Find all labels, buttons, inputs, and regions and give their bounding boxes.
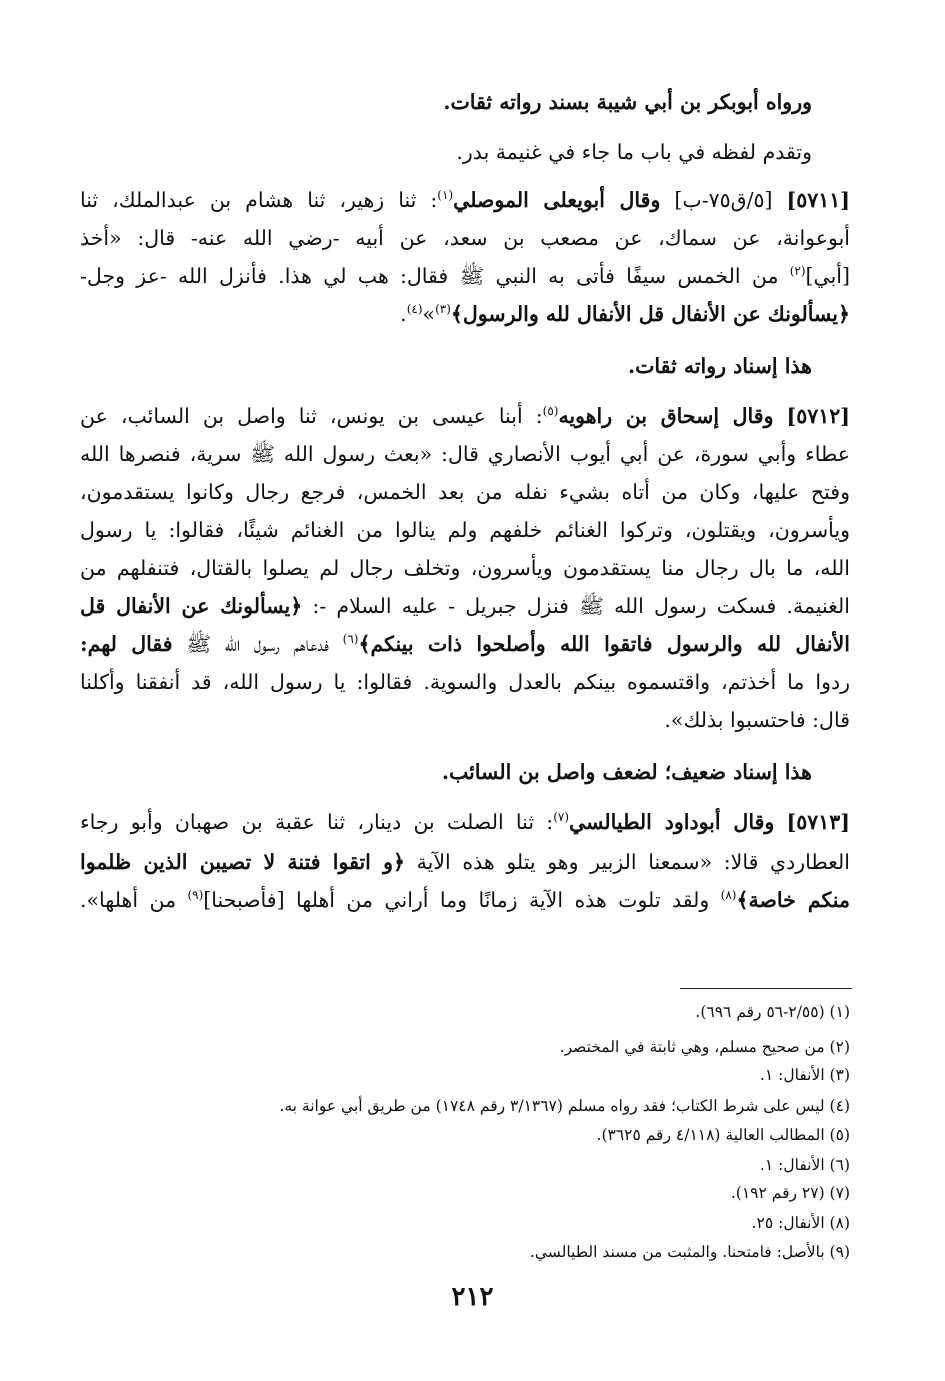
footnote-6 [760, 1153, 850, 1177]
text-line-6 [400, 298, 850, 330]
line-12-text: الله، ما بال رجال منا يستقدمون ويأسرون، وتخلف رجال لم يصلوا بالقتال، فتنفلهم من [80, 556, 850, 580]
isnad-text: : ثنا زهير، ثنا هشام بن عبدالملك، ثنا [80, 188, 438, 212]
hadith-number: [٥٧١١] [786, 188, 850, 212]
isnad-grade: هذا إسناد ضعيف؛ لضعف واصل بن السائب. [441, 760, 812, 784]
text-line-14 [80, 628, 850, 660]
quran-verse: منكم خاصة﴾ [736, 888, 850, 912]
page-number: ٢١٢ [451, 1282, 494, 1312]
line-16-text: قال: فاحتسبوا بذلك». [664, 708, 850, 732]
footnote-9 [530, 1240, 850, 1264]
narrator-name: وقال أبويعلى الموصلي [453, 188, 661, 212]
isnad-grade: هذا إسناد رواته ثقات. [627, 354, 812, 378]
footnote-ref: (٤) [406, 302, 423, 317]
footnote-ref: (٦) [342, 632, 359, 647]
line-4-text: أبوعوانة، عن سماك، عن مصعب بن سعد، عن أبيه -رضي الله عنه- قال: «أخذ [80, 226, 850, 250]
footnote-8 [752, 1211, 850, 1235]
footnote-4 [279, 1094, 850, 1118]
text-line-7 [628, 350, 812, 382]
quran-verse: ﴿يسألونك عن الأنفال قل الأنفال لله والرسول﴾ [450, 302, 850, 326]
footnote-5 [597, 1123, 850, 1147]
footnote-ref: (٩) [187, 888, 204, 903]
footnote-3 [760, 1063, 850, 1087]
manuscript-ref: [٥/ق٧٥-ب] [674, 188, 773, 212]
line-19-text: العطاردي قالا: «سمعنا الزبير وهو يتلو هذه الآية [416, 850, 850, 874]
footnote-ref: (٣) [435, 302, 451, 317]
text-line-17 [442, 756, 812, 788]
footnote-ref: (٧) [553, 810, 570, 825]
footnote-ref: (٥) [542, 404, 559, 419]
line-20-text: ولقد تلوت هذه الآية زمانًا وما أراني من أهلها [فأصبحنا] [203, 888, 721, 912]
quran-verse: ﴿و اتقوا فتنة لا تصيبن الذين ظلموا [80, 850, 406, 874]
narrator-name: وقال أبوداود الطيالسي [569, 810, 775, 834]
text-line-10 [80, 476, 850, 508]
line-10-text: وفتح عليها، وكان من أتاه بشيء نفله من بعد الخمس، فرجع رجال وكانوا يستقدمون، [80, 480, 850, 504]
line-11-text: ويأسرون، ويقتلون، وتركوا الغنائم خلفهم ولم ينالوا من الغنائم شيئًا، فقالوا: يا رسول [80, 518, 850, 542]
text-line-15 [80, 666, 850, 698]
line-end: من أهلها». [80, 888, 188, 912]
text-line-16 [664, 704, 850, 736]
line-9-text: عطاء وأبي سورة، عن أبي أيوب الأنصاري قال: «بعث رسول الله ﷺ سرية، فنصرها الله [80, 442, 850, 466]
text-line-9 [80, 438, 850, 470]
hadith-number: [٥٧١٣] [786, 810, 850, 834]
footnote-text: (٣) الأنفال: ١. [759, 1066, 850, 1084]
narrator-name: وقال إسحاق بن راهويه [558, 404, 774, 428]
hadith-number: [٥٧١٢] [786, 404, 850, 428]
line-end: . [400, 302, 407, 326]
bold-phrase: فقال لهم: [80, 632, 173, 656]
footnote-text: (٩) بالأصل: فامتحنا. والمثبت من مسند الطيالسي. [529, 1243, 850, 1261]
footnote-text: (٢) من صحيح مسلم، وهي ثابتة في المختصر. [559, 1038, 850, 1056]
text-line-20 [80, 884, 850, 916]
quote-close: » [422, 302, 436, 326]
bracket-word: [أبي] [805, 264, 850, 288]
text-line-1 [443, 86, 812, 118]
footnote-1 [695, 1000, 850, 1024]
text-line-4 [80, 222, 850, 254]
footnote-text: (٨) الأنفال: ٢٥. [751, 1214, 850, 1232]
isnad-text: : ثنا الصلت بن دينار، ثنا عقبة بن صهبان وأبو رجاء [80, 810, 554, 834]
footnote-divider [680, 988, 852, 989]
footnote-ref: (١) [437, 188, 454, 203]
footnote-ref: (٢) [789, 264, 806, 279]
text-line-12 [80, 552, 850, 584]
footnote-text: (٧) (٢٧ رقم ١٩٢). [730, 1184, 850, 1202]
footnote-7 [731, 1181, 850, 1205]
text-line-5 [80, 260, 850, 292]
line-5-text: من الخمس سيفًا فأتى به النبي ﷺ فقال: هب لي هذا. فأنزل الله -عز وجل- [80, 264, 790, 288]
hadith-5712-header [80, 400, 850, 432]
footnote-2 [560, 1035, 850, 1059]
line-15-text: ردوا ما أخذتم، واقتسموه بينكم بالعدل والسوية. فقالوا: يا رسول الله، قد أنفقنا وأكلنا [80, 670, 850, 694]
line-1-text: ورواه أبوبكر بن أبي شيبة بسند رواته ثقات. [443, 90, 812, 114]
quran-verse: ﴿يسألونك عن الأنفال قل [80, 594, 303, 618]
line-13-text: الغنيمة. فسكت رسول الله ﷺ فنزل جبريل - عليه السلام -: [312, 594, 850, 618]
text-line-19 [80, 846, 850, 878]
line-14-text: فدعاهم رسول الله ﷺ [186, 632, 343, 656]
hadith-5711-header [80, 184, 850, 216]
footnote-text: (٦) الأنفال: ١. [759, 1156, 850, 1174]
footnote-text: (١) (٢/٥٥-٥٦ رقم ٦٩٦). [695, 1003, 850, 1021]
footnote-ref: (٨) [720, 888, 737, 903]
isnad-text: : أبنا عيسى بن يونس، ثنا واصل بن السائب، عن [80, 404, 543, 428]
text-line-13 [80, 590, 850, 622]
text-line-2 [456, 136, 812, 168]
line-2-text: وتقدم لفظه في باب ما جاء في غنيمة بدر. [456, 140, 812, 164]
hadith-5713-header [80, 806, 850, 838]
footnote-text: (٤) ليس على شرط الكتاب؛ فقد رواه مسلم (٣/١٣٦٧ رقم ١٧٤٨) من طريق أبي عوانة به. [279, 1097, 850, 1115]
quran-verse: الأنفال لله والرسول فاتقوا الله وأصلحوا ذات بينكم﴾ [358, 632, 850, 656]
text-line-11 [80, 514, 850, 546]
footnote-text: (٥) المطالب العالية (٤/١١٨ رقم ٣٦٢٥). [596, 1126, 850, 1144]
